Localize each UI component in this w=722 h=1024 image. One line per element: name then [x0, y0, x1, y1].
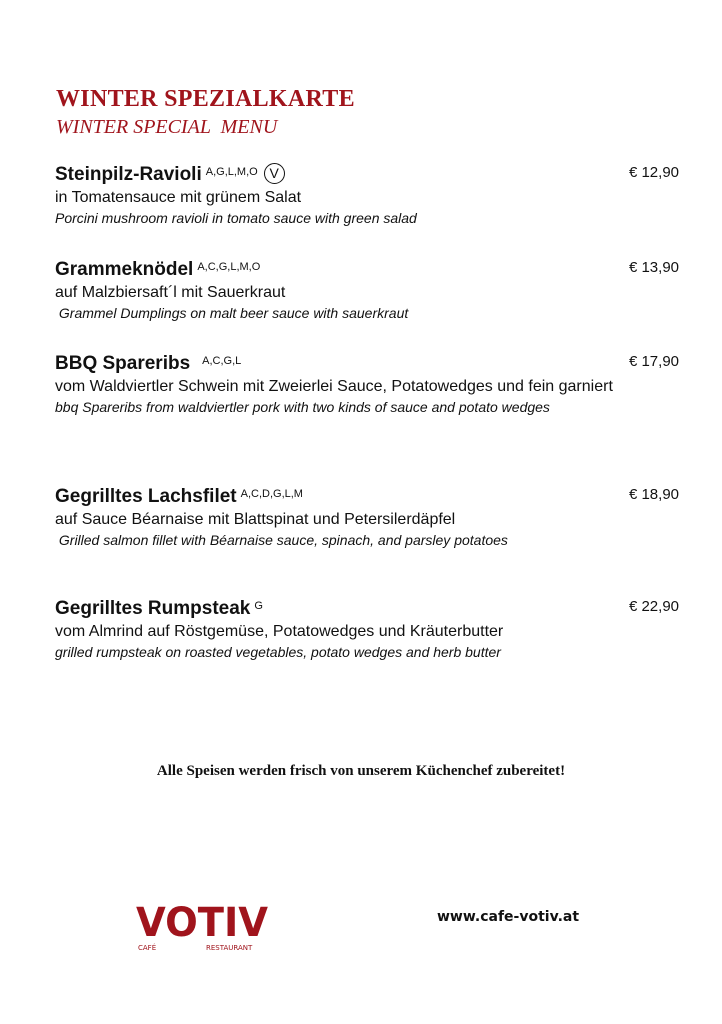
dish-name [55, 597, 635, 621]
menu-item-bbq-spareribs [55, 352, 635, 417]
dish-description-english: bbq Spareribs from waldviertler pork with two kinds of sauce and potato wedges [55, 399, 550, 415]
dish-name-text: Gegrilltes Rumpsteak [55, 598, 251, 619]
allergen-codes: A,C,G,L [202, 355, 242, 367]
dish-name [55, 258, 635, 282]
dish-description-english: Porcini mushroom ravioli in tomato sauce with green salad [55, 210, 417, 226]
dish-price: € 17,90 [628, 353, 679, 370]
dish-name [55, 352, 635, 376]
vegetarian-icon: V [264, 163, 285, 184]
dish-price: € 12,90 [628, 164, 679, 181]
dish-description-german: in Tomatensauce mit grünem Salat [55, 189, 302, 206]
allergen-codes: G [254, 600, 263, 612]
logo-wordmark: VOTIV [136, 900, 269, 946]
allergen-codes: A,G,L,M,O [205, 166, 258, 178]
dish-name-text: Grammeknödel [55, 259, 194, 280]
dish-description-english: grilled rumpsteak on roasted vegetables, potato wedges and herb butter [55, 644, 501, 660]
dish-name [55, 485, 635, 509]
dish-name [55, 163, 635, 187]
dish-name-text: BBQ Spareribs [55, 353, 191, 374]
menu-item-grammeknoedel [55, 258, 635, 323]
dish-description-german: vom Waldviertler Schwein mit Zweierlei Sauce, Potatowedges und fein garniert [55, 378, 613, 395]
votiv-logo [136, 898, 276, 958]
menu-item-gegrilltes-rumpsteak [55, 597, 635, 662]
dish-description-german: auf Malzbiersaft´l mit Sauerkraut [55, 284, 286, 301]
allergen-codes: A,C,D,G,L,M [240, 488, 303, 500]
dish-price: € 18,90 [628, 486, 679, 503]
dish-name-text: Gegrilltes Lachsfilet [55, 486, 237, 507]
dish-description-english: Grilled salmon fillet with Béarnaise sauce, spinach, and parsley potatoes [55, 532, 508, 548]
menu-title-german: WINTER SPEZIALKARTE [56, 86, 355, 112]
logo-restaurant-label: RESTAURANT [206, 944, 253, 952]
menu-item-steinpilz-ravioli [55, 163, 635, 228]
logo-cafe-label: CAFÉ [138, 944, 157, 952]
allergen-codes: A,C,G,L,M,O [197, 261, 261, 273]
dish-price: € 22,90 [628, 598, 679, 615]
dish-name-text: Steinpilz-Ravioli [55, 164, 202, 185]
footer-note: Alle Speisen werden frisch von unserem Küchenchef zubereitet! [156, 763, 566, 779]
dish-description-english: Grammel Dumplings on malt beer sauce with sauerkraut [55, 305, 409, 321]
dish-price: € 13,90 [628, 259, 679, 276]
dish-description-german: vom Almrind auf Röstgemüse, Potatowedges und Kräuterbutter [55, 623, 504, 640]
website-url: www.cafe-votiv.at [437, 909, 580, 925]
dish-description-german: auf Sauce Béarnaise mit Blattspinat und Petersilerdäpfel [55, 511, 456, 528]
menu-item-gegrilltes-lachsfilet [55, 485, 635, 550]
menu-title-english: WINTER SPECIAL MENU [56, 116, 278, 138]
